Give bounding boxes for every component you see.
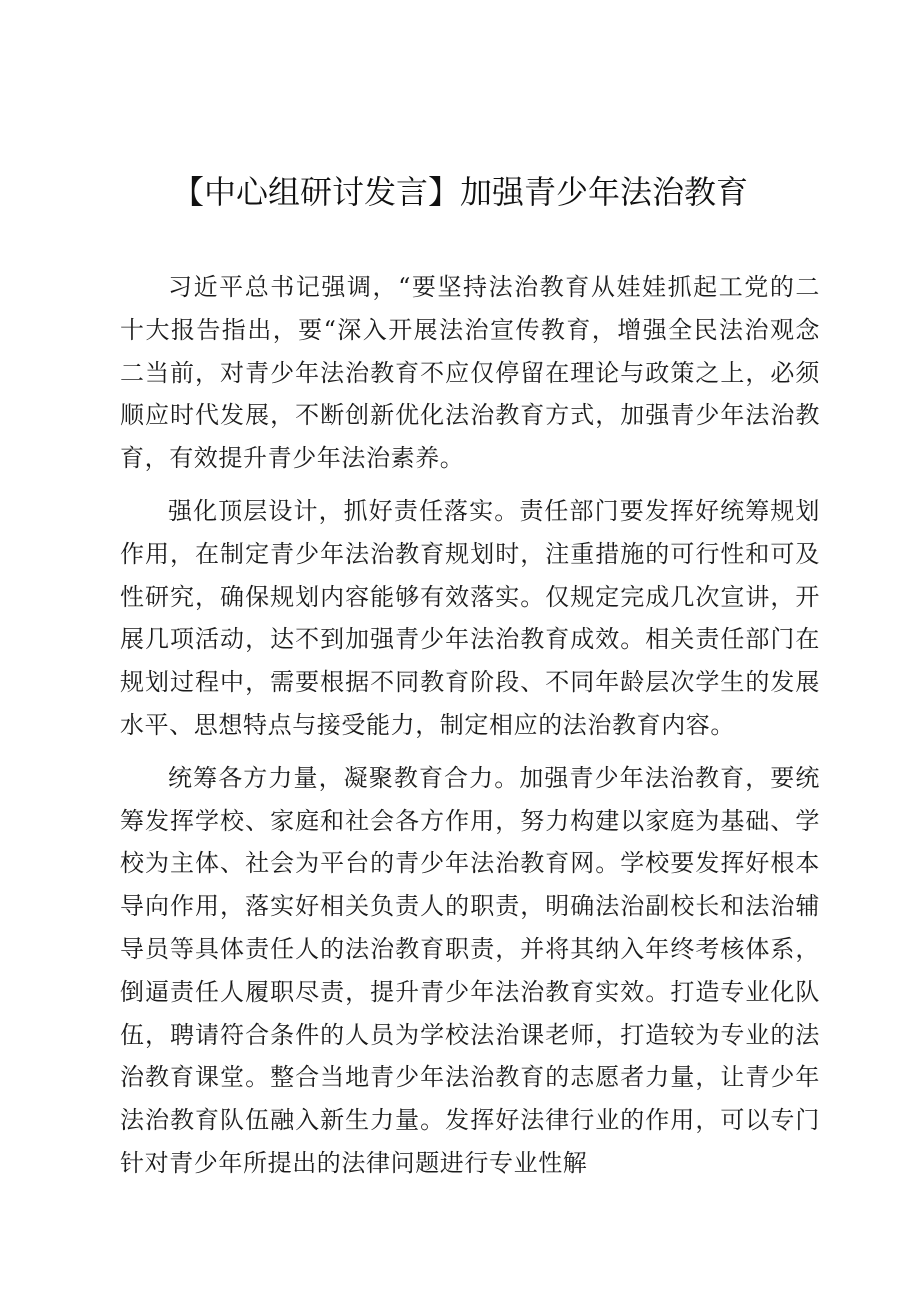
paragraph-top-level-design: 强化顶层设计，抓好责任落实。责任部门要发挥好统筹规划作用，在制定青少年法治教育规划时，注重措施的可行性和可及性研究，确保规划内容能够有效落实。仅规定完成几次宣讲，开展几项活动，达不到加强青少年法治教育成效。相关责任部门在规划过程中，需要根据不同教育阶段、不同年龄层次学生的发展水平、思想特点与接受能力，制定相应的法治教育内容。 — [120, 496, 820, 739]
document-body — [120, 266, 820, 1195]
paragraph-intro: 习近平总书记强调，“要坚持法治教育从娃娃抓起工党的二十大报告指出，要“深入开展法治宣传教育，增强全民法治观念二当前，对青少年法治教育不应仅停留在理论与政策之上，必须顺应时代发展，不断创新优化法治教育方式，加强青少年法治教育，有效提升青少年法治素养。 — [120, 273, 820, 473]
document-title: 【中心组研讨发言】加强青少年法治教育 — [171, 173, 748, 211]
paragraph-coordinate-forces: 统筹各方力量，凝聚教育合力。加强青少年法治教育，要统筹发挥学校、家庭和社会各方作用，努力构建以家庭为基础、学校为主体、社会为平台的青少年法治教育网。学校要发挥好根本导向作用，落实好相关负责人的职责，明确法治副校长和法治辅导员等具体责任人的法治教育职责，并将其纳入年终考核体系，倒逼责任人履职尽责，提升青少年法治教育实效。打造专业化队伍，聘请符合条件的人员为学校法治课老师，打造较为专业的法治教育课堂。整合当地青少年法治教育的志愿者力量，让青少年法治教育队伍融入新生力量。发挥好法律行业的作用，可以专门针对青少年所提出的法律问题进行专业性解 — [120, 763, 820, 1177]
